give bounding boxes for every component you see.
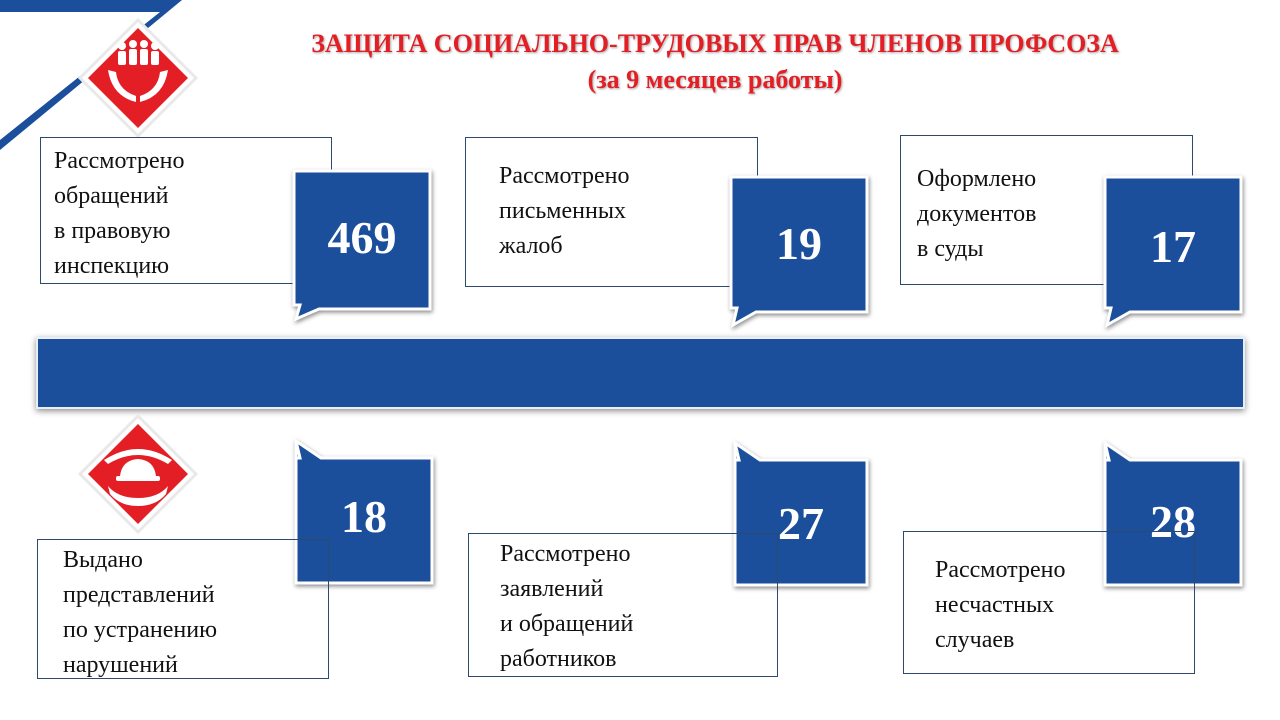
card-text-line: работников [500,646,617,672]
people-in-hands-icon [78,18,198,138]
card-text-line: документов [917,201,1037,227]
card-text-line: инспекцию [54,253,170,279]
card-text-line: письменных [499,198,626,224]
card-text-line: Рассмотрено [499,163,630,189]
stat-card-accidents [903,531,1195,674]
card-text-line: по устранению [63,617,218,643]
hardhat-in-hands-icon [78,414,198,534]
stat-value: 19 [776,218,822,269]
card-text-line: в суды [917,236,984,262]
stat-card-worker-applications [468,533,778,677]
timeline-bar [36,337,1245,409]
stat-value: 27 [778,498,824,549]
stat-card-legal-inspection [40,137,332,284]
card-text-line: представлений [63,582,215,608]
title-line-2: (за 9 месяцев работы) [587,65,843,94]
stat-badge-17 [1105,177,1241,325]
stat-value: 28 [1150,496,1196,547]
stat-badge-19 [731,177,867,325]
card-text-line: Выдано [63,547,143,573]
stat-card-written-complaints [465,137,758,287]
stat-card-violation-notices [37,539,329,679]
card-text-line: несчастных [935,592,1055,618]
card-text-line: Рассмотрено [935,557,1066,583]
card-text-line: Оформлено [917,166,1037,192]
card-text-line: нарушений [63,652,178,678]
card-text-line: заявлений [500,576,604,602]
stat-badge-469 [294,171,430,319]
card-text-line: Рассмотрено [54,148,185,174]
card-text-line: случаев [935,627,1015,653]
page-title [215,26,1215,98]
title-line-1: ЗАЩИТА СОЦИАЛЬНО-ТРУДОВЫХ ПРАВ ЧЛЕНОВ ПРОФСОЗА [311,29,1119,58]
card-text-line: и обращений [500,611,634,637]
card-text-line: жалоб [499,233,563,259]
stat-value: 17 [1150,221,1196,272]
card-text-line: Рассмотрено [500,541,631,567]
card-text-line: в правовую [54,218,171,244]
card-text-line: обращений [54,183,169,209]
stat-value: 18 [341,491,387,542]
stat-value: 469 [327,212,397,263]
